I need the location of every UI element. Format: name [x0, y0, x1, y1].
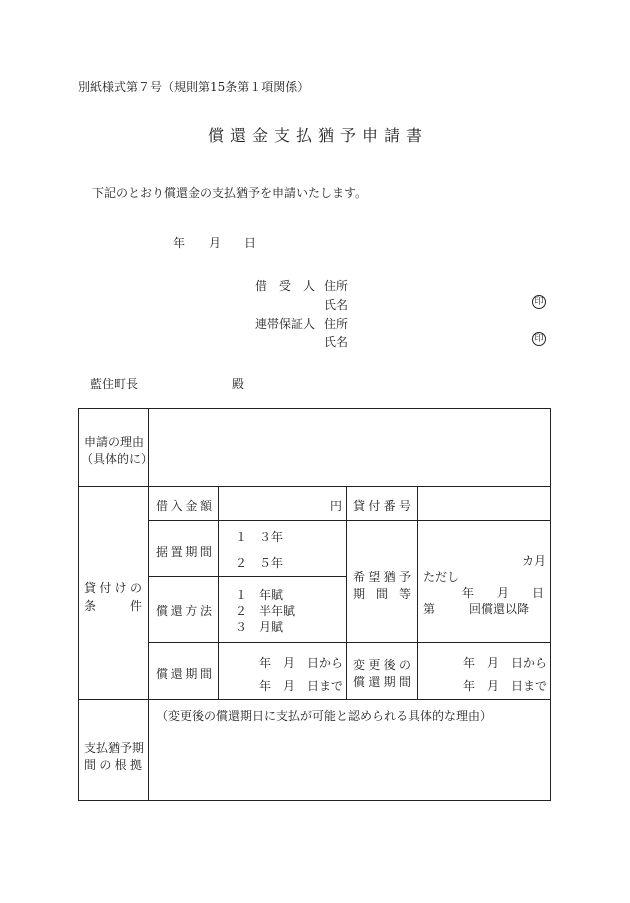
repayment-method-label: 償 還 方 法: [156, 604, 212, 618]
date-year: 年: [173, 236, 186, 250]
repayment-from: 年 月 日から: [259, 656, 344, 670]
changed-until: 年 月 日まで: [463, 679, 548, 693]
repayment-until: 年 月 日まで: [259, 679, 344, 693]
installment-suffix: 回償還以降: [469, 602, 530, 616]
months-unit: カ月: [522, 554, 547, 568]
reason-field[interactable]: [152, 412, 546, 482]
addressee-name: 藍住町長: [90, 377, 139, 391]
loan-number-label: 貸 付 番 号: [353, 499, 411, 513]
repayment-option[interactable]: ２ 半年賦: [235, 604, 296, 618]
guarantor-label: 連帯保証人: [255, 317, 316, 331]
conditions-label-sub: 条 件: [84, 599, 142, 613]
changed-from: 年 月 日から: [463, 656, 548, 670]
loan-amount-field[interactable]: [222, 490, 326, 516]
basis-field[interactable]: [152, 724, 546, 796]
borrower-name-label: 氏名: [324, 298, 349, 312]
conditions-label: 貸 付 け の: [84, 581, 142, 595]
loan-number-field[interactable]: [421, 490, 547, 516]
grace-option[interactable]: １ ３年: [235, 530, 284, 544]
addressee-honorific: 殿: [232, 377, 245, 391]
basis-label: 支払猶予期: [84, 741, 145, 755]
date-day: 日: [244, 236, 257, 250]
basis-note: （変更後の償還期日に支払が可能と認められる具体的な理由）: [156, 709, 493, 723]
grace-option[interactable]: ２ ５年: [235, 556, 284, 570]
guarantor-seal-icon: 印: [532, 332, 546, 346]
repayment-option[interactable]: ３ 月賦: [235, 620, 284, 634]
reason-label-sub: （具体的に）: [81, 452, 154, 466]
grace-period-label: 据 置 期 間: [156, 545, 212, 559]
page-title: 償還金支払猶予申請書: [208, 126, 429, 145]
borrower-address-label: 住所: [324, 279, 349, 293]
date-month: 月: [209, 236, 222, 250]
guarantor-address-label: 住所: [324, 317, 349, 331]
repayment-period-label: 償 還 期 間: [156, 667, 212, 681]
borrower-seal-icon: 印: [532, 295, 546, 309]
guarantor-name-label: 氏名: [324, 335, 349, 349]
intro-text: 下記のとおり償還金の支払猶予を申請いたします。: [92, 186, 368, 200]
basis-label-sub: 間 の 根 拠: [84, 758, 142, 772]
form-number: 別紙様式第７号（規則第15条第１項関係）: [78, 80, 310, 94]
desired-grace-label: 希 望 猶 予: [353, 570, 411, 584]
changed-period-label-sub: 償 還 期 間: [353, 675, 411, 689]
reason-label: 申請の理由: [84, 435, 145, 449]
yen-unit: 円: [330, 499, 343, 513]
borrower-label: 借 受 人: [255, 279, 315, 293]
proviso-date: 年 月 日: [462, 586, 544, 600]
changed-period-label: 変 更 後 の: [353, 658, 411, 672]
desired-grace-label-sub: 期 間 等: [353, 587, 411, 601]
repayment-option[interactable]: １ 年賦: [235, 588, 284, 602]
loan-amount-label: 借 入 金 額: [156, 499, 212, 513]
installment-prefix: 第: [423, 602, 436, 616]
proviso-label: ただし: [423, 570, 460, 584]
